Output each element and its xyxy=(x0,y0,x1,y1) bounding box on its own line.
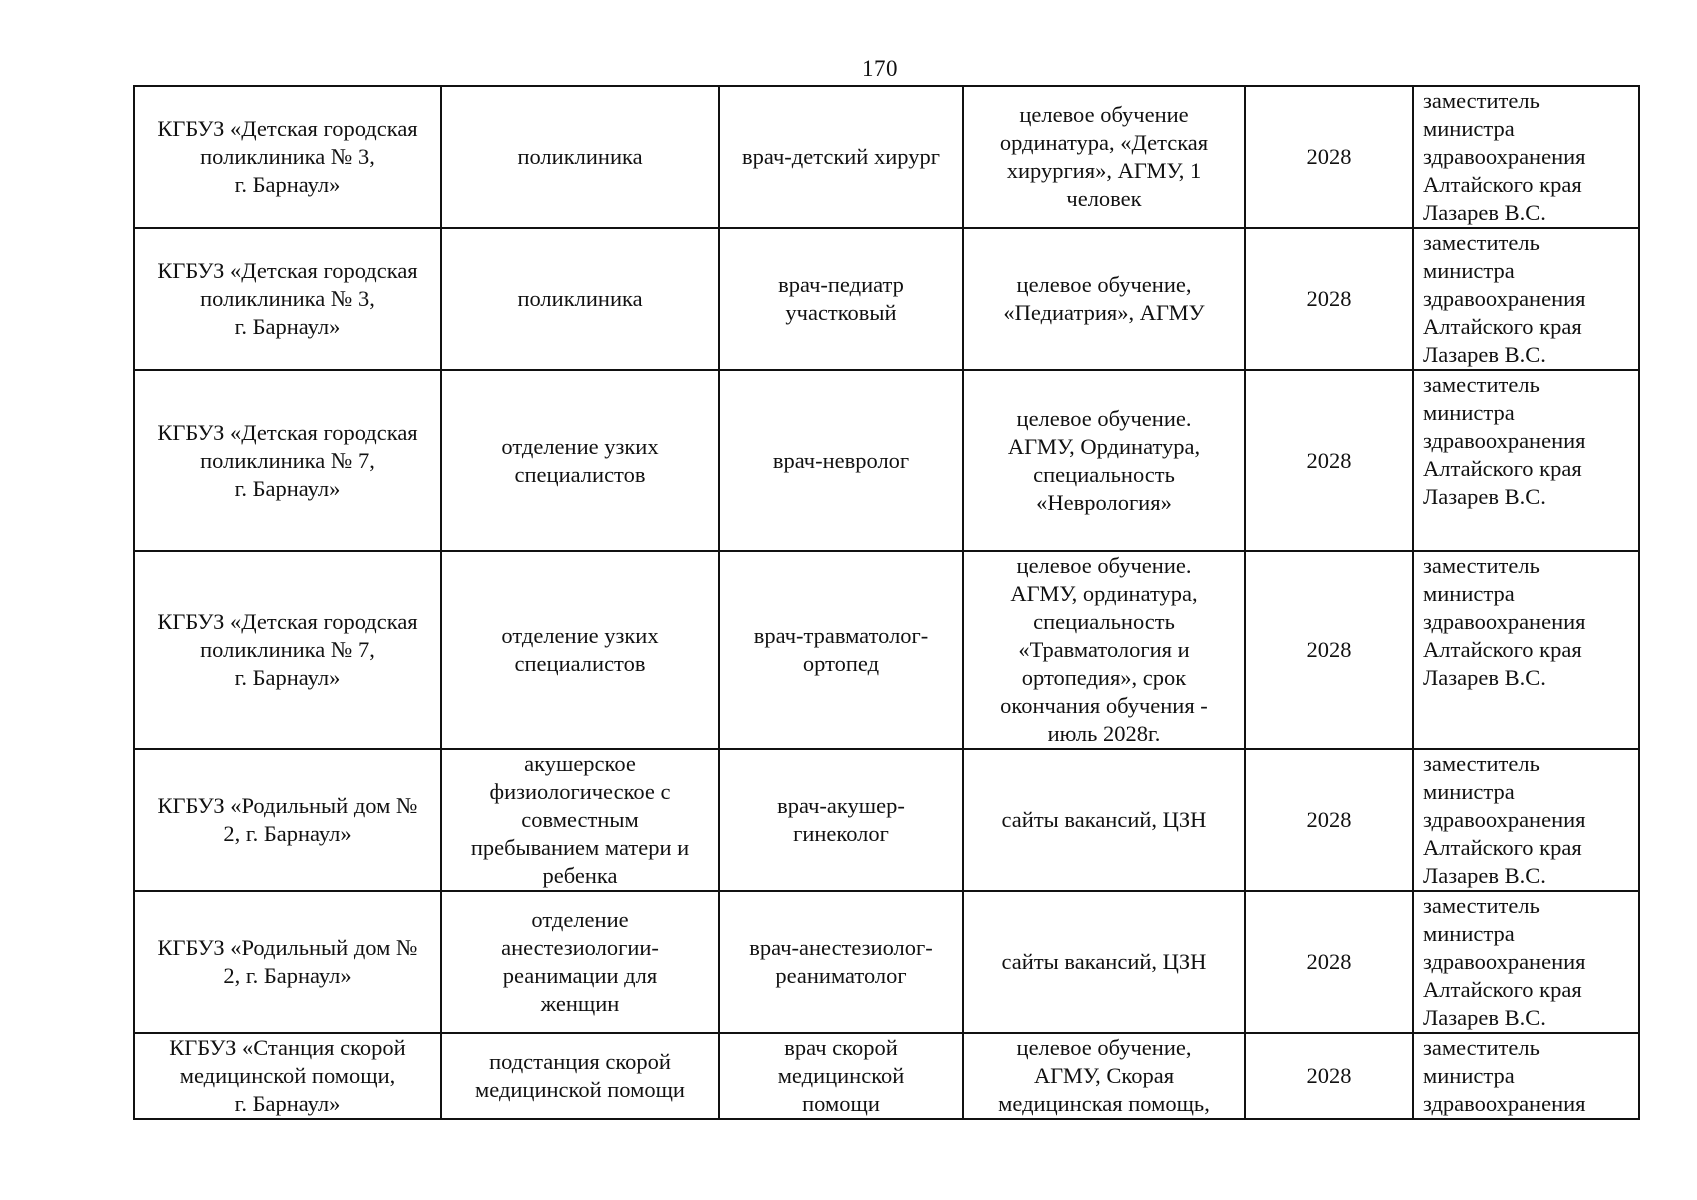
source-cell xyxy=(963,370,1245,551)
cell-text-line: целевое обучение xyxy=(1019,102,1189,127)
cell-text-line: медицинской помощи xyxy=(475,1077,685,1102)
cell-text-line: министра xyxy=(1423,779,1515,804)
cell-text-line: здравоохранения xyxy=(1423,807,1586,832)
department-cell xyxy=(441,891,719,1033)
cell-text-line: заместитель xyxy=(1423,372,1540,397)
cell-text-line: поликлиника xyxy=(517,144,643,169)
year-cell xyxy=(1245,370,1413,551)
source-cell xyxy=(963,749,1245,891)
cell-text-line: здравоохранения xyxy=(1423,949,1586,974)
department-cell xyxy=(441,370,719,551)
cell-text-line: поликлиника xyxy=(517,286,643,311)
cell-text: 2028 xyxy=(1306,949,1352,974)
cell-text-line: КГБУЗ «Детская городская xyxy=(157,609,418,634)
cell-text-line: помощи xyxy=(802,1091,880,1116)
cell-text-line: заместитель xyxy=(1423,553,1540,578)
cell-text-line: женщин xyxy=(540,991,620,1016)
cell-text-line: Лазарев В.С. xyxy=(1423,200,1546,225)
cell-text-line: Алтайского края xyxy=(1423,172,1582,197)
cell-text-line: медицинская помощь, xyxy=(998,1091,1210,1116)
department-cell xyxy=(441,1033,719,1119)
cell-text-line: Лазарев В.С. xyxy=(1423,342,1546,367)
cell-text-line: министра xyxy=(1423,1063,1515,1088)
cell-text-line: реаниматолог xyxy=(775,963,907,988)
department-cell xyxy=(441,228,719,370)
cell-text-line: человек xyxy=(1066,186,1142,211)
cell-text-line: отделение узких xyxy=(501,623,659,648)
cell-text-line: подстанция скорой xyxy=(489,1049,671,1074)
cell-text-line: заместитель xyxy=(1423,1035,1540,1060)
cell-text-line: поликлиника № 7, xyxy=(200,637,375,662)
cell-text-line: участковый xyxy=(785,300,897,325)
cell-text-line: КГБУЗ «Станция скорой xyxy=(169,1035,406,1060)
cell-text-line: окончания обучения - xyxy=(1000,693,1208,718)
cell-text-line: ортопед xyxy=(802,651,880,676)
table-row xyxy=(134,86,1639,228)
cell-text-line: Лазарев В.С. xyxy=(1423,863,1546,888)
cell-text-line: КГБУЗ «Родильный дом № xyxy=(157,935,418,960)
table-row xyxy=(134,749,1639,891)
department-cell xyxy=(441,551,719,749)
cell-text-line: г. Барнаул» xyxy=(234,475,341,501)
cell-text-line: «Травматология и xyxy=(1018,637,1190,662)
table-row xyxy=(134,370,1639,551)
organization-cell xyxy=(134,370,441,551)
cell-text-line: г. Барнаул» xyxy=(234,314,341,339)
cell-text-line: анестезиологии- xyxy=(501,935,659,960)
cell-text-line: врач-акушер- xyxy=(777,793,905,818)
position-cell xyxy=(719,228,963,370)
cell-text-line: КГБУЗ «Детская городская xyxy=(157,258,418,283)
source-cell xyxy=(963,891,1245,1033)
position-cell xyxy=(719,370,963,551)
cell-text-line: отделение xyxy=(531,907,629,932)
cell-text: 2028 xyxy=(1306,807,1352,832)
responsible-cell xyxy=(1413,370,1639,551)
cell-text-line: врач-педиатр xyxy=(778,272,904,297)
staffing-table xyxy=(133,85,1640,1120)
year-cell xyxy=(1245,891,1413,1033)
cell-text-line: здравоохранения xyxy=(1423,428,1586,453)
cell-text-line: заместитель xyxy=(1423,751,1540,776)
cell-text-line: специалистов xyxy=(514,461,646,487)
cell-text-line: гинеколог xyxy=(793,821,889,846)
department-cell xyxy=(441,749,719,891)
cell-text-line: «Педиатрия», АГМУ xyxy=(1003,300,1205,325)
cell-text-line: отделение узких xyxy=(501,433,659,459)
organization-cell xyxy=(134,891,441,1033)
cell-text-line: АГМУ, Ординатура, xyxy=(1007,433,1201,459)
organization-cell xyxy=(134,228,441,370)
position-cell xyxy=(719,86,963,228)
cell-text-line: врач-детский хирург xyxy=(742,144,940,169)
cell-text-line: г. Барнаул» xyxy=(234,1091,341,1116)
year-cell xyxy=(1245,749,1413,891)
cell-text-line: врач-травматолог- xyxy=(753,623,929,648)
responsible-cell xyxy=(1413,1033,1639,1119)
cell-text-line: поликлиника № 3, xyxy=(200,286,375,311)
cell-text-line: хирургия», АГМУ, 1 xyxy=(1006,158,1202,183)
cell-text-line: специальность xyxy=(1033,461,1175,487)
cell-text-line: поликлиника № 3, xyxy=(200,144,375,169)
cell-text-line: сайты вакансий, ЦЗН xyxy=(1001,949,1207,974)
cell-text-line: целевое обучение, xyxy=(1016,1035,1192,1060)
cell-text-line: здравоохранения xyxy=(1423,144,1586,169)
source-cell xyxy=(963,86,1245,228)
source-cell xyxy=(963,1033,1245,1119)
source-cell xyxy=(963,228,1245,370)
cell-text-line: АГМУ, ординатура, xyxy=(1010,581,1198,606)
table-row xyxy=(134,1033,1639,1119)
cell-text-line: заместитель xyxy=(1423,88,1540,113)
position-cell xyxy=(719,749,963,891)
cell-text-line: физиологическое с xyxy=(489,779,671,804)
cell-text-line: реанимации для xyxy=(502,963,658,988)
cell-text-line: целевое обучение. xyxy=(1016,553,1192,578)
cell-text-line: совместным xyxy=(521,807,639,832)
cell-text-line: Лазарев В.С. xyxy=(1423,484,1546,509)
cell-text-line: министра xyxy=(1423,400,1515,425)
organization-cell xyxy=(134,86,441,228)
cell-text: 2028 xyxy=(1306,286,1352,311)
cell-text-line: сайты вакансий, ЦЗН xyxy=(1001,807,1207,832)
cell-text-line: здравоохранения xyxy=(1423,609,1586,634)
cell-text: 2028 xyxy=(1306,447,1352,473)
position-cell xyxy=(719,891,963,1033)
cell-text-line: г. Барнаул» xyxy=(234,172,341,197)
cell-text-line: поликлиника № 7, xyxy=(200,447,375,473)
year-cell xyxy=(1245,551,1413,749)
position-cell xyxy=(719,1033,963,1119)
cell-text-line: здравоохранения xyxy=(1423,286,1586,311)
year-cell xyxy=(1245,86,1413,228)
cell-text-line: Алтайского края xyxy=(1423,977,1582,1002)
cell-text-line: КГБУЗ «Родильный дом № xyxy=(157,793,418,818)
cell-text: 2028 xyxy=(1306,1063,1352,1088)
cell-text-line: акушерское xyxy=(524,751,636,776)
cell-text-line: «Неврология» xyxy=(1036,489,1172,515)
page-number: 170 xyxy=(862,56,898,81)
year-cell xyxy=(1245,1033,1413,1119)
cell-text-line: г. Барнаул» xyxy=(234,665,341,690)
cell-text-line: министра xyxy=(1423,258,1515,283)
cell-text-line: целевое обучение. xyxy=(1016,405,1192,431)
cell-text-line: ребенка xyxy=(542,863,618,888)
cell-text-line: министра xyxy=(1423,116,1515,141)
cell-text-line: врач скорой xyxy=(784,1035,898,1060)
department-cell xyxy=(441,86,719,228)
cell-text-line: врач-анестезиолог- xyxy=(749,935,933,960)
cell-text-line: Лазарев В.С. xyxy=(1423,1005,1546,1030)
table-row xyxy=(134,551,1639,749)
cell-text-line: КГБУЗ «Детская городская xyxy=(157,116,418,141)
cell-text-line: врач-невролог xyxy=(772,447,910,473)
cell-text-line: июль 2028г. xyxy=(1047,721,1161,746)
source-cell xyxy=(963,551,1245,749)
responsible-cell xyxy=(1413,228,1639,370)
cell-text-line: заместитель xyxy=(1423,893,1540,918)
cell-text-line: министра xyxy=(1423,921,1515,946)
responsible-cell xyxy=(1413,551,1639,749)
cell-text-line: ординатура, «Детская xyxy=(999,130,1209,155)
cell-text-line: АГМУ, Скорая xyxy=(1033,1063,1175,1088)
table-row xyxy=(134,891,1639,1033)
cell-text-line: Алтайского края xyxy=(1423,456,1582,481)
year-cell xyxy=(1245,228,1413,370)
cell-text: 2028 xyxy=(1306,637,1352,662)
organization-cell xyxy=(134,749,441,891)
organization-cell xyxy=(134,1033,441,1119)
cell-text-line: заместитель xyxy=(1423,230,1540,255)
cell-text-line: Алтайского края xyxy=(1423,314,1582,339)
cell-text-line: специалистов xyxy=(514,651,646,676)
cell-text-line: здравоохранения xyxy=(1423,1091,1586,1116)
cell-text-line: медицинской помощи, xyxy=(179,1063,396,1088)
cell-text-line: Алтайского края xyxy=(1423,835,1582,860)
responsible-cell xyxy=(1413,749,1639,891)
responsible-cell xyxy=(1413,86,1639,228)
cell-text-line: 2, г. Барнаул» xyxy=(223,963,352,988)
cell-text-line: ортопедия», срок xyxy=(1021,665,1187,690)
cell-text-line: медицинской xyxy=(777,1063,905,1088)
cell-text-line: пребыванием матери и xyxy=(470,835,690,860)
responsible-cell xyxy=(1413,891,1639,1033)
cell-text-line: Лазарев В.С. xyxy=(1423,665,1546,690)
cell-text-line: 2, г. Барнаул» xyxy=(223,821,352,846)
position-cell xyxy=(719,551,963,749)
table-row xyxy=(134,228,1639,370)
cell-text-line: министра xyxy=(1423,581,1515,606)
cell-text-line: целевое обучение, xyxy=(1016,272,1192,297)
cell-text-line: КГБУЗ «Детская городская xyxy=(157,419,418,445)
organization-cell xyxy=(134,551,441,749)
cell-text: 2028 xyxy=(1306,144,1352,169)
cell-text-line: Алтайского края xyxy=(1423,637,1582,662)
cell-text-line: специальность xyxy=(1033,609,1175,634)
